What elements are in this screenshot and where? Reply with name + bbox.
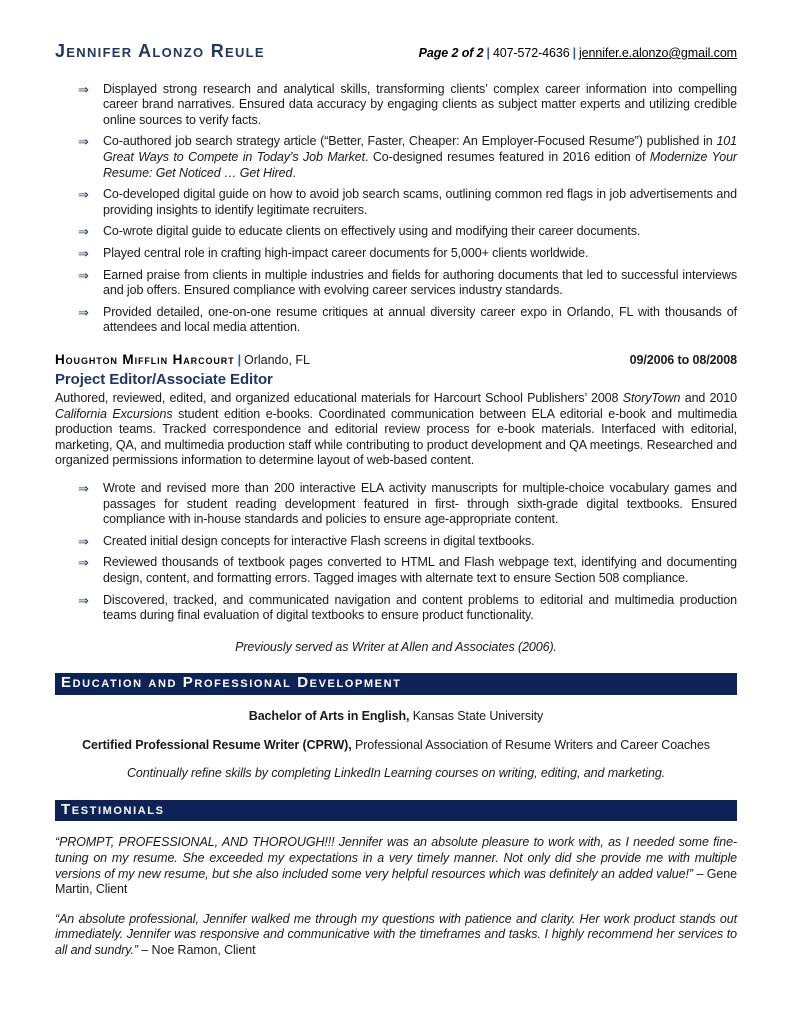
- book-title: California Excursions: [55, 406, 173, 421]
- book-title: 101 Great Ways to Compete in Today’s Job Market: [103, 134, 737, 164]
- separator-pipe: |: [572, 46, 576, 60]
- section-header-testimonials: Testimonials: [55, 800, 737, 822]
- list-item: [55, 593, 737, 624]
- continuing-education-note: Continually refine skills by completing LinkedIn Learning courses on writing, editing, and marketing.: [126, 766, 666, 781]
- testimonial-quote: “An absolute professional, Jennifer walked me through my questions with patience and clarity. Her work product stands out immediately. Jennifer was responsive and communicative with the timeframes and tasks. I highly recommend her services to all and sundry.”: [55, 911, 737, 957]
- bullet-text: Earned praise from clients in multiple industries and fields for authoring documents that led to successful interviews and job offers. Ensured compliance with evolving career services industry standards.: [103, 267, 737, 298]
- testimonial-attribution: – Noe Ramon, Client: [137, 942, 256, 957]
- bullet-text-segment: . Co-designed resumes featured in 2016 edition of: [364, 149, 650, 164]
- degree-name: Bachelor of Arts in English,: [248, 709, 410, 723]
- testimonial-2: [55, 912, 737, 959]
- bullet-text: Wrote and revised more than 200 interactive ELA activity manuscripts for multiple-choice vocabulary games and passages for student reading development featured in first- through sixth-grade digital textbooks. Ensured compliance with in-house standards and policies to ensure age-appropriate content.: [103, 481, 737, 527]
- education-degree-line: [55, 709, 737, 725]
- arrow-bullet-icon: ⇒: [78, 224, 89, 240]
- page-number-label: Page 2 of 2: [418, 46, 484, 60]
- bullet-text: Discovered, tracked, and communicated navigation and content problems to editorial and multimedia production teams during final evaluation of digital textbooks to ensure product functionality.: [103, 592, 737, 623]
- degree-school: Kansas State University: [409, 709, 544, 723]
- list-item: [55, 134, 737, 181]
- company-name: Houghton Mifflin Harcourt: [55, 351, 235, 367]
- arrow-bullet-icon: ⇒: [78, 187, 89, 203]
- bullet-text-segment: Co-authored job search strategy article (“Better, Faster, Cheaper: An Employer-Focused Resume”) published in: [103, 134, 717, 149]
- job-bullets-list: [55, 481, 737, 624]
- arrow-bullet-icon: ⇒: [78, 81, 89, 97]
- page-header: [55, 41, 737, 62]
- list-item: [55, 246, 737, 262]
- list-item: [55, 82, 737, 129]
- testimonial-quote: “PROMPT, PROFESSIONAL, AND THOROUGH!!! Jennifer was an absolute pleasure to work with, as I needed some fine-tuning on my resume. She exceeded my expectations in a very timely manner. Not only did she provide me with multiple versions of my new resume, but she also included some very helpful resources which was definitely an added value!”: [55, 835, 737, 881]
- book-title: StoryTown: [622, 391, 681, 406]
- arrow-bullet-icon: ⇒: [78, 555, 89, 571]
- testimonial-1: [55, 835, 737, 897]
- list-item: [55, 224, 737, 240]
- employer-line: [55, 352, 737, 369]
- candidate-name: Jennifer Alonzo Reule: [55, 41, 265, 61]
- summary-segment: student edition e-books. Coordinated communication between ELA editorial e-book and multimedia production teams. Tracked correspondence and editorial review process for e-book materials. Interfaced with editorial, marketing, QA, and multimedia production staff while contributing to product development and QA meetings. Researched and organized permissions information to determine layout of web-based content.: [55, 406, 738, 468]
- certification-line: [55, 738, 737, 754]
- list-item: [55, 534, 737, 550]
- phone-number: 407-572-4636: [492, 46, 570, 60]
- summary-segment: Authored, reviewed, edited, and organized educational materials for Harcourt School Publishers’ 2008: [55, 391, 623, 406]
- bullet-text-segment: .: [292, 165, 296, 180]
- certification-org: Professional Association of Resume Writers and Career Coaches: [351, 737, 710, 752]
- separator-pipe: |: [237, 352, 241, 367]
- section-header-education: Education and Professional Development: [55, 673, 737, 695]
- job-title: Project Editor/Associate Editor: [55, 370, 273, 388]
- bullet-text: Co-wrote digital guide to educate clients on effectively using and modifying their career documents.: [103, 224, 641, 239]
- list-item: [55, 268, 737, 299]
- arrow-bullet-icon: ⇒: [78, 267, 89, 283]
- list-item: [55, 481, 737, 528]
- prior-role-note: Previously served as Writer at Allen and Associates (2006).: [235, 639, 557, 654]
- bullet-text: Reviewed thousands of textbook pages converted to HTML and Flash webpage text, identifying and documenting design, content, and formatting errors. Tagged images with alternate text to ensure Section 508 compliance.: [103, 555, 737, 586]
- testimonial-attribution: – Gene Martin, Client: [55, 866, 737, 897]
- summary-segment: and 2010: [680, 391, 737, 406]
- job-location: Orlando, FL: [243, 352, 310, 367]
- bullet-text: Displayed strong research and analytical skills, transforming clients’ complex career information into compelling career brand narratives. Ensured data accuracy by engaging clients as subject matter experts and utilizing credible online sources to verify facts.: [103, 81, 737, 127]
- list-item: [55, 187, 737, 218]
- book-title: Modernize Your Resume: Get Noticed … Get Hired: [103, 149, 737, 180]
- arrow-bullet-icon: ⇒: [78, 245, 89, 261]
- employer-left: [55, 352, 310, 369]
- email-link[interactable]: jennifer.e.alonzo@gmail.com: [579, 46, 737, 60]
- list-item: [55, 305, 737, 336]
- arrow-bullet-icon: ⇒: [78, 533, 89, 549]
- employment-dates: 09/2006 to 08/2008: [629, 352, 737, 367]
- arrow-bullet-icon: ⇒: [78, 134, 89, 150]
- contact-line: [419, 46, 737, 62]
- certification-name: Certified Professional Resume Writer (CPRW),: [82, 737, 352, 752]
- arrow-bullet-icon: ⇒: [78, 304, 89, 320]
- arrow-bullet-icon: ⇒: [78, 481, 89, 497]
- bullet-text: Provided detailed, one-on-one resume critiques at annual diversity career expo in Orlando, FL with thousands of attendees and local media attention.: [103, 304, 737, 335]
- job-summary: [55, 391, 737, 469]
- arrow-bullet-icon: ⇒: [78, 592, 89, 608]
- achievements-list: [55, 82, 737, 336]
- bullet-text: [103, 134, 737, 181]
- bullet-text: Created initial design concepts for interactive Flash screens in digital textbooks.: [103, 533, 535, 548]
- list-item: [55, 555, 737, 586]
- bullet-text: Co-developed digital guide on how to avoid job search scams, outlining common red flags in job advertisements and providing insights to identify legitimate recruiters.: [103, 187, 737, 217]
- separator-pipe: |: [486, 46, 490, 60]
- bullet-text: Played central role in crafting high-impact career documents for 5,000+ clients worldwide.: [103, 245, 589, 260]
